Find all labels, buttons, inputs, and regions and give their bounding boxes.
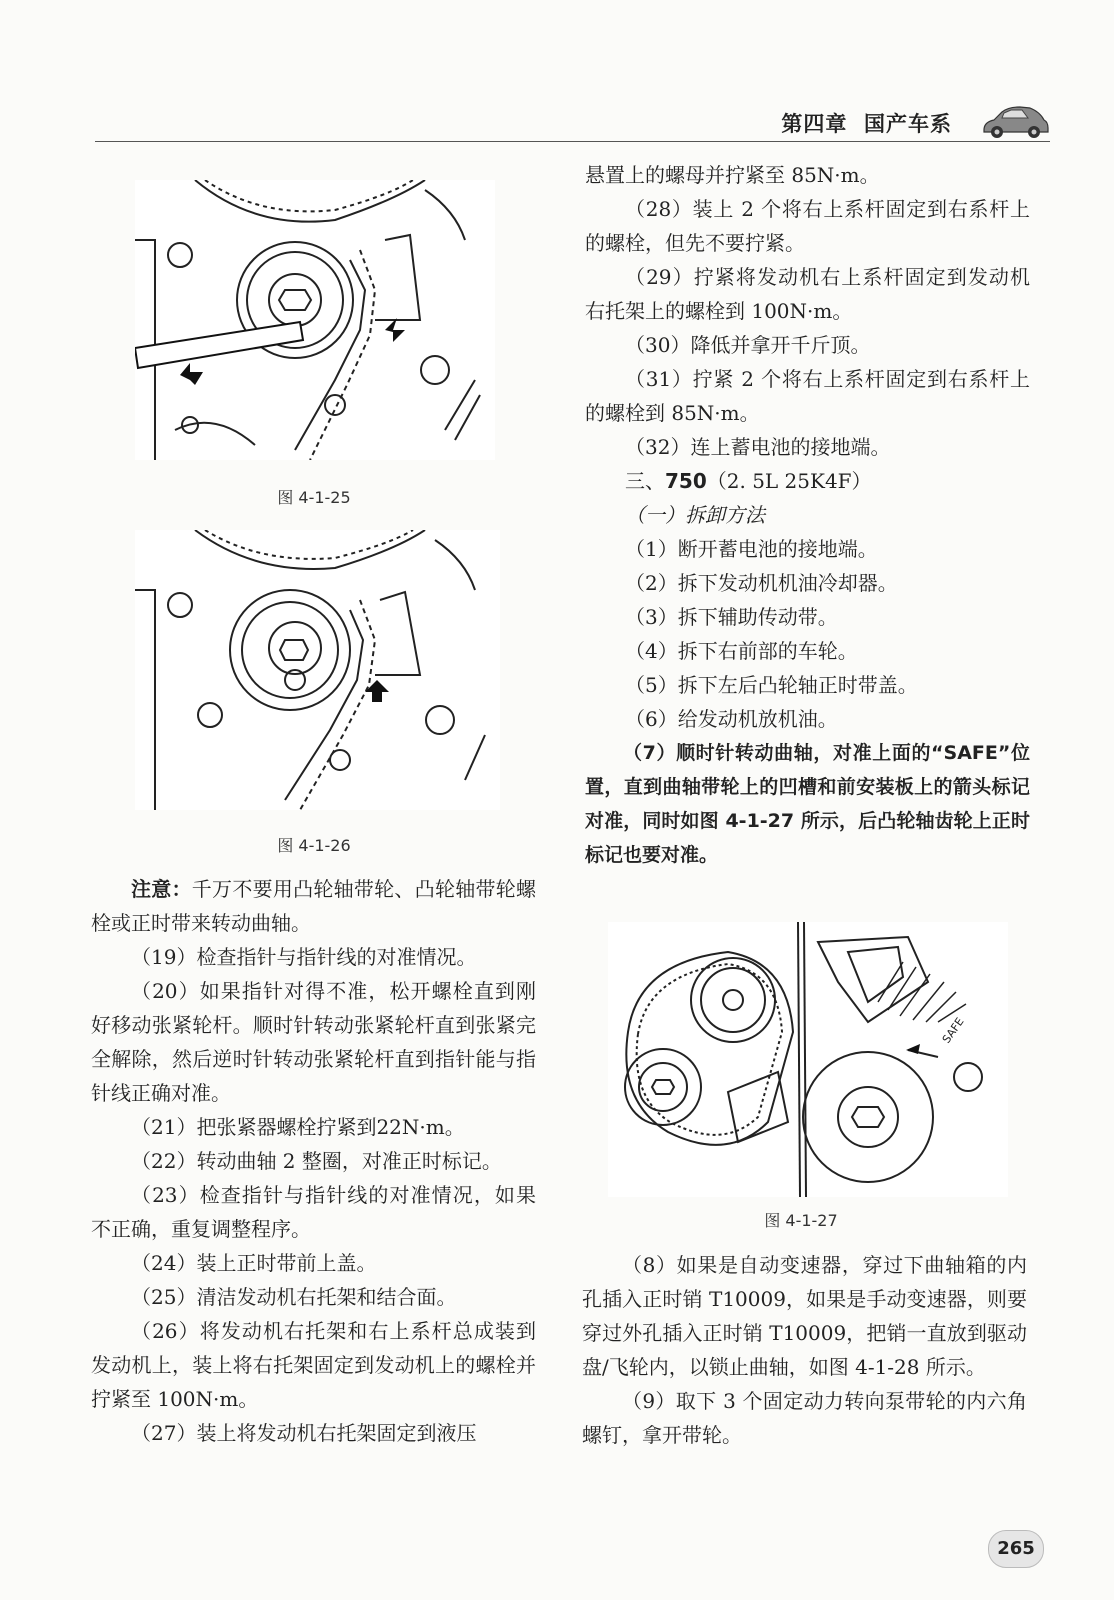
removal-step-5: （5）拆下左后凸轮轴正时带盖。	[625, 673, 918, 697]
page-header	[95, 100, 1050, 142]
figure-caption-4-1-27: 图 4-1-27	[764, 1211, 838, 1230]
step-29: （29）拧紧将发动机右上系杆固定到发动机右托架上的螺栓到 100N·m。	[585, 265, 1030, 323]
right-column-top	[585, 158, 1030, 872]
step-30: （30）降低并拿开千斤顶。	[625, 333, 871, 357]
removal-step-6: （6）给发动机放机油。	[625, 707, 838, 731]
left-column	[91, 872, 536, 1450]
step-25: （25）清洁发动机右托架和结合面。	[131, 1285, 457, 1309]
figure-caption-4-1-26: 图 4-1-26	[277, 836, 351, 855]
header-rule	[95, 141, 1050, 142]
figure-caption-4-1-25: 图 4-1-25	[277, 488, 351, 507]
section-model: 750	[665, 469, 707, 493]
removal-step-4: （4）拆下右前部的车轮。	[625, 639, 858, 663]
step-27: （27）装上将发动机右托架固定到液压	[131, 1421, 477, 1445]
removal-step-9: （9）取下 3 个固定动力转向泵带轮的内六角螺钉，拿开带轮。	[582, 1389, 1027, 1447]
chapter-title: 第四章 国产车系	[781, 112, 952, 136]
step-28: （28）装上 2 个将右上系杆固定到右系杆上的螺栓，但先不要拧紧。	[585, 197, 1030, 255]
section-heading	[585, 464, 1030, 498]
step-23: （23）检查指针与指针线的对准情况，如果不正确，重复调整程序。	[91, 1183, 536, 1241]
step-27-continued: 悬置上的螺母并拧紧至 85N·m。	[585, 163, 880, 187]
subsection-heading: （一）拆卸方法	[625, 503, 765, 527]
section-engine: （2. 5L 25K4F）	[706, 469, 872, 493]
safe-label: SAFE	[939, 1015, 967, 1046]
step-22: （22）转动曲轴 2 整圈，对准正时标记。	[131, 1149, 502, 1173]
car-icon	[980, 104, 1050, 140]
step-19: （19）检查指针与指针线的对准情况。	[131, 945, 477, 969]
right-column-bottom	[582, 1248, 1027, 1452]
page-number: 265	[988, 1530, 1044, 1568]
figure-4-1-26	[135, 530, 500, 810]
note-label: 注意：	[131, 877, 192, 901]
step-26: （26）将发动机右托架和右上系杆总成装到发动机上，装上将右托架固定到发动机上的螺栓并拧紧至 100N·m。	[91, 1319, 536, 1411]
removal-step-2: （2）拆下发动机机油冷却器。	[625, 571, 898, 595]
step-24: （24）装上正时带前上盖。	[131, 1251, 377, 1275]
section-number: 三、	[625, 469, 665, 493]
removal-step-7: （7）顺时针转动曲轴，对准上面的“SAFE”位置，直到曲轴带轮上的凹槽和前安装板上的箭头标记对准，同时如图 4-1-27 所示，后凸轮轴齿轮上正时标记也要对准。	[585, 742, 1030, 866]
note-paragraph	[91, 872, 536, 940]
figure-4-1-25	[135, 180, 495, 460]
step-20: （20）如果指针对得不准，松开螺栓直到刚好移动张紧轮杆。顺时针转动张紧轮杆直到张紧完全解除，然后逆时针转动张紧轮杆直到指针能与指针线正确对准。	[91, 979, 536, 1105]
step-21: （21）把张紧器螺栓拧紧到22N·m。	[131, 1115, 465, 1139]
removal-step-1: （1）断开蓄电池的接地端。	[625, 537, 878, 561]
step-31: （31）拧紧 2 个将右上系杆固定到右系杆上的螺栓到 85N·m。	[585, 367, 1030, 425]
step-32: （32）连上蓄电池的接地端。	[625, 435, 891, 459]
figure-4-1-27	[608, 922, 1008, 1197]
removal-step-3: （3）拆下辅助传动带。	[625, 605, 838, 629]
note-text: 千万不要用凸轮轴带轮、凸轮轴带轮螺栓或正时带来转动曲轴。	[91, 877, 537, 935]
removal-step-8: （8）如果是自动变速器，穿过下曲轴箱的内孔插入正时销 T10009，如果是手动变速器，则要穿过外孔插入正时销 T10009，把销一直放到驱动盘/飞轮内，以锁止曲轴，如图 4-1-28 所示。	[582, 1253, 1027, 1379]
